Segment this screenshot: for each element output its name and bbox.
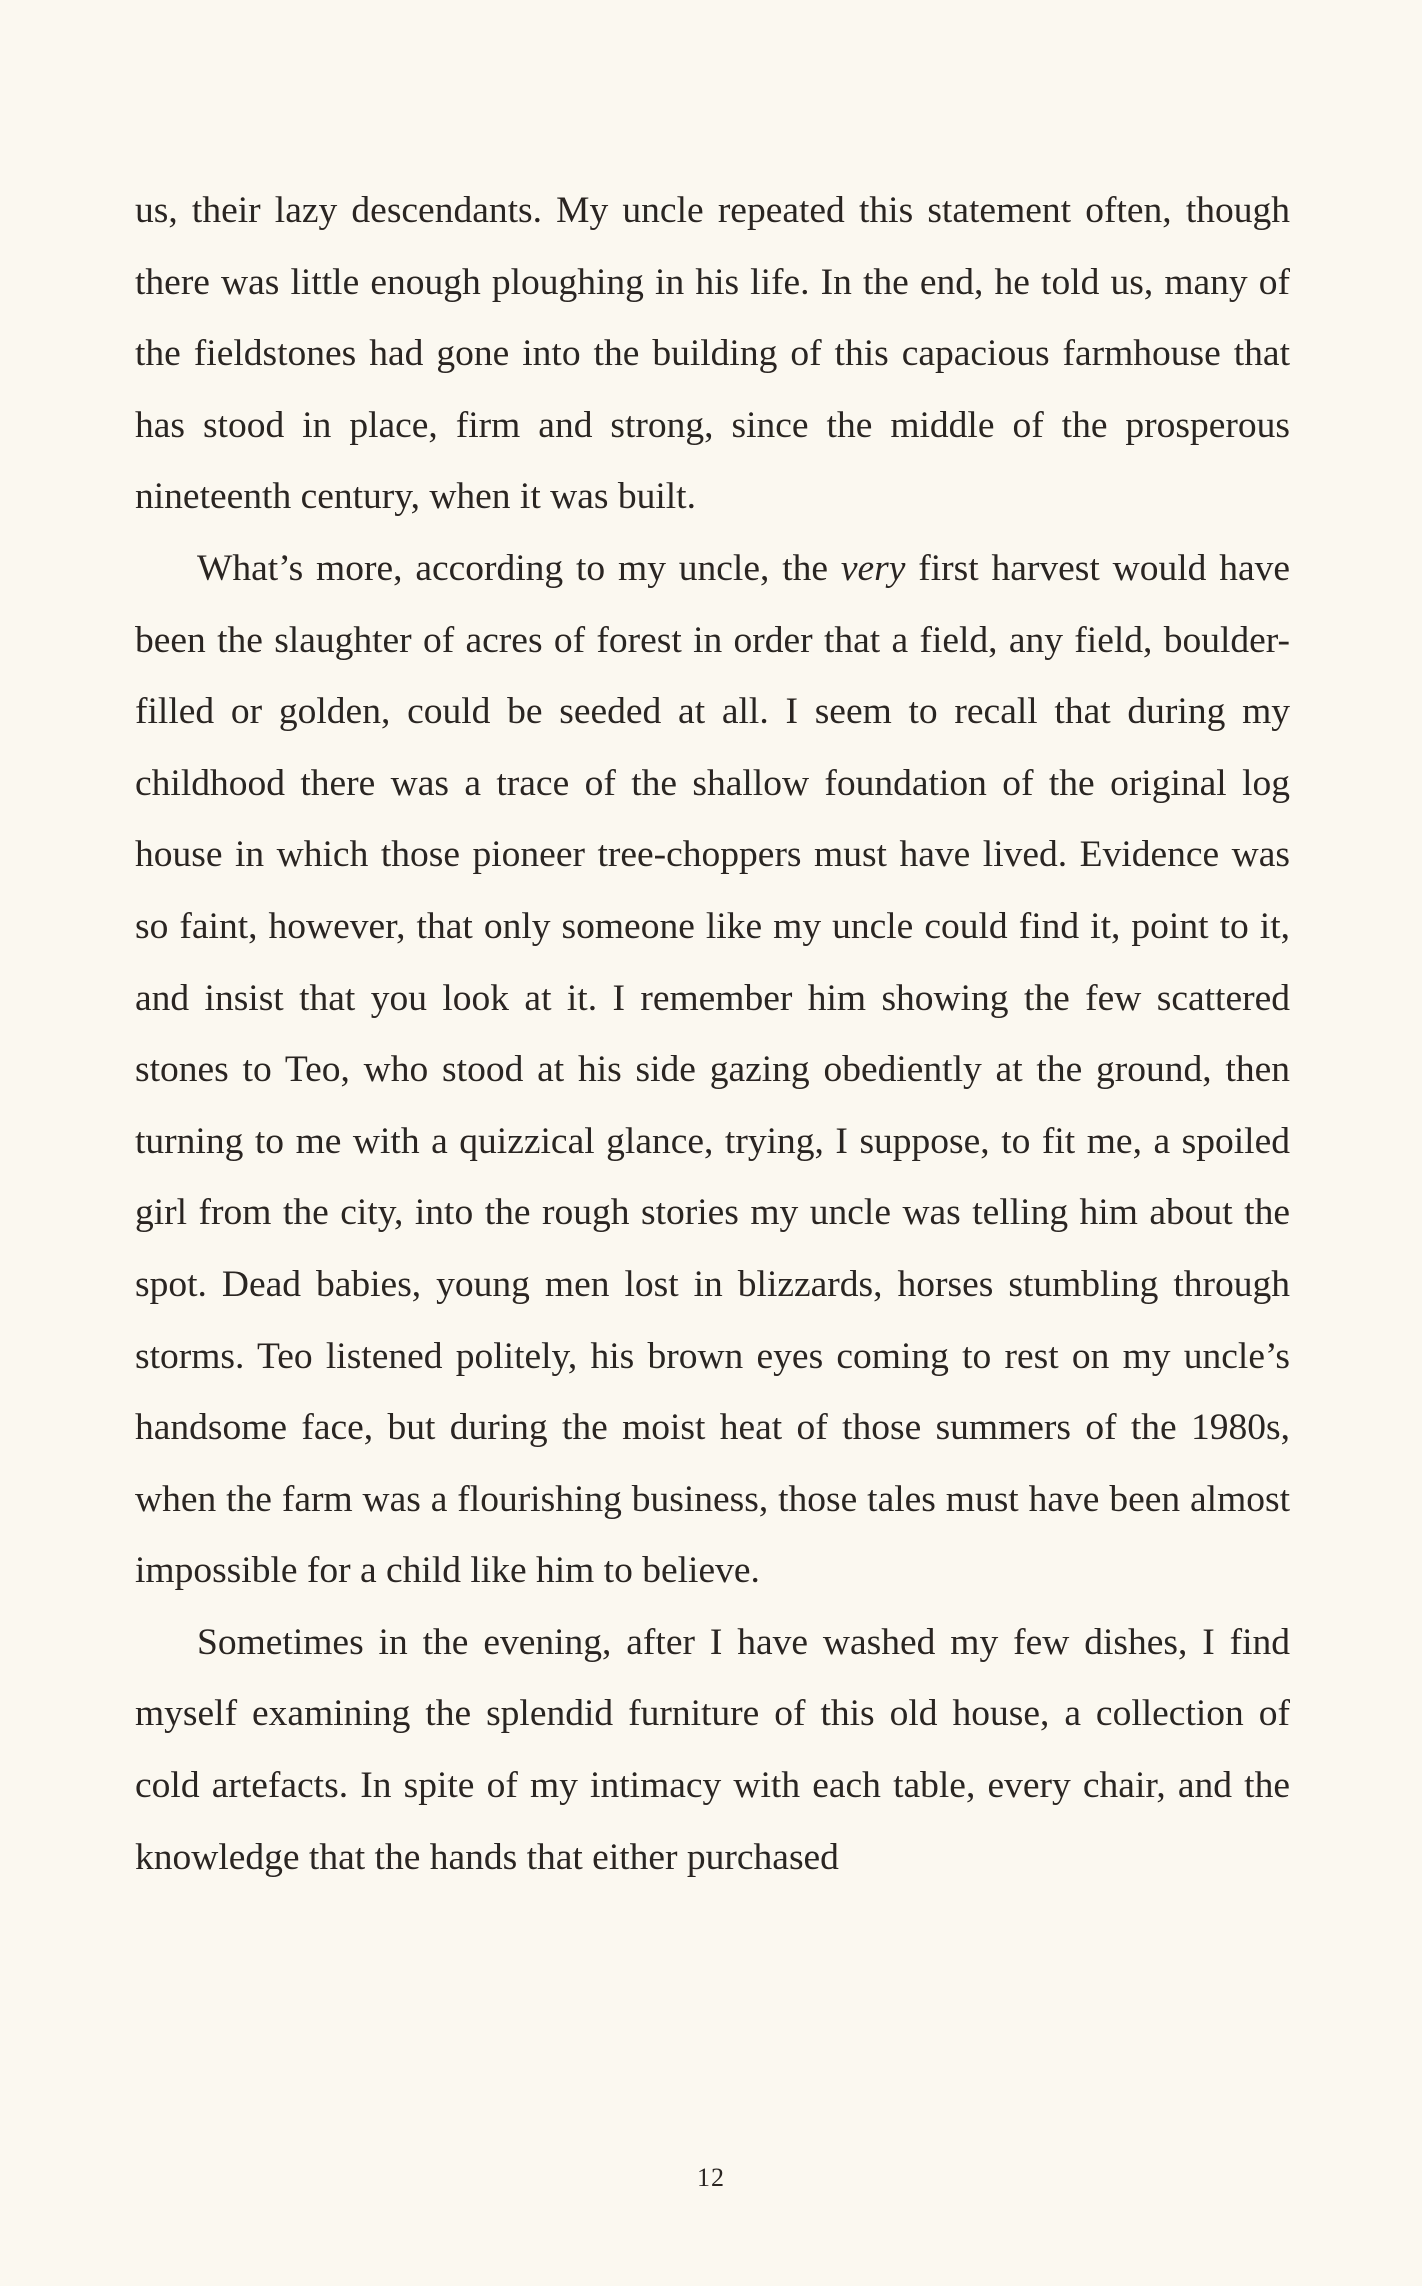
paragraph-2-text-a: What’s more, according to my uncle, the [197, 547, 841, 589]
paragraph-2-text-b: first harvest would have been the slaughter of acres of forest in order that a field, any field, boulder-filled or golden, could be seeded at all. I seem to recall that during my childhood there was a trace of the shallow foundation of the original log house in which those pioneer tree-choppers must have lived. Evidence was so faint, however, that only someone like my uncle could find it, point to it, and insist that you look at it. I remember him showing the few scattered stones to Teo, who stood at his side gazing obediently at the ground, then turning to me with a quizzical glance, trying, I suppose, to fit me, a spoiled girl from the city, into the rough stories my uncle was telling him about the spot. Dead babies, young men lost in blizzards, horses stumbling through storms. Teo listened politely, his brown eyes coming to rest on my uncle’s handsome face, but during the moist heat of those summers of the 1980s, when the farm was a flourishing business, those tales must have been almost impossible for a child like him to believe. [135, 547, 1291, 1592]
body-text [135, 175, 1290, 1893]
paragraph-3 [135, 1607, 1290, 1893]
paragraph-1 [135, 175, 1290, 533]
page-number: 12 [697, 2163, 725, 2192]
paragraph-2-italic: very [840, 547, 906, 589]
paragraph-2 [135, 533, 1290, 1607]
paragraph-3-text: Sometimes in the evening, after I have washed my few dishes, I find myself examining the splendid furniture of this old house, a collection of cold artefacts. In spite of my intimacy with each table, every chair, and the knowledge that the hands that either purchased [135, 1621, 1290, 1878]
paragraph-1-text: us, their lazy descendants. My uncle repeated this statement often, though there was little enough ploughing in his life. In the end, he told us, many of the fieldstones had gone into the building of this capacious farmhouse that has stood in place, firm and strong, since the middle of the prosperous nineteenth century, when it was built. [135, 190, 1290, 518]
